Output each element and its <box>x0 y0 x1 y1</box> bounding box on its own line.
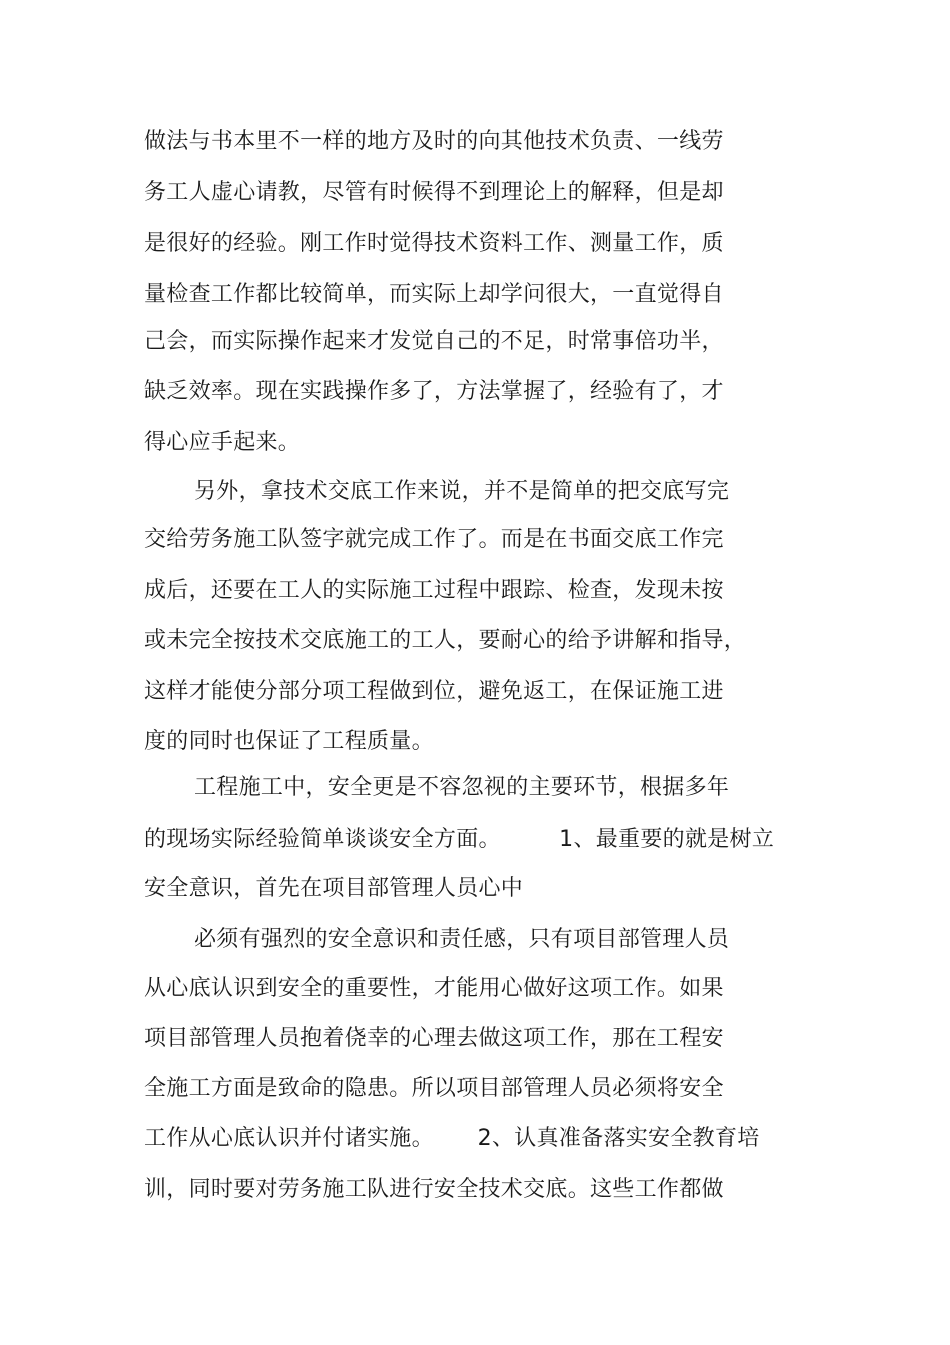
paragraph-first-line: 另外，拿技术交底工作来说，并不是简单的把交底写完 <box>194 479 730 504</box>
text-line: 从心底认识到安全的重要性，才能用心做好这项工作。如果 <box>144 976 724 1001</box>
text-line: 成后，还要在工人的实际施工过程中跟踪、检查，发现未按 <box>144 578 724 603</box>
text-line: 交给劳务施工队签字就完成工作了。而是在书面交底工作完 <box>144 527 724 552</box>
text-line: 安全意识，首先在项目部管理人员心中 <box>144 876 524 901</box>
text-line: 务工人虚心请教，尽管有时候得不到理论上的解释，但是却 <box>144 180 724 205</box>
paragraph-first-line: 必须有强烈的安全意识和责任感，只有项目部管理人员 <box>194 927 730 952</box>
text-line: 量检查工作都比较简单，而实际上却学问很大，一直觉得自 <box>144 282 724 307</box>
text-line: 得心应手起来。 <box>144 430 301 455</box>
text-line: 工作从心底认识并付诸实施。 2、认真准备落实安全教育培 <box>144 1126 760 1151</box>
text-line: 是很好的经验。刚工作时觉得技术资料工作、测量工作，质 <box>144 231 724 256</box>
text-line: 这样才能使分部分项工程做到位，避免返工，在保证施工进 <box>144 679 724 704</box>
text-line: 缺乏效率。现在实践操作多了，方法掌握了，经验有了，才 <box>144 379 724 404</box>
text-line: 做法与书本里不一样的地方及时的向其他技术负责、一线劳 <box>144 129 724 154</box>
text-line: 己会，而实际操作起来才发觉自己的不足，时常事倍功半， <box>144 329 724 354</box>
text-line: 全施工方面是致命的隐患。所以项目部管理人员必须将安全 <box>144 1076 724 1101</box>
text-line: 训，同时要对劳务施工队进行安全技术交底。这些工作都做 <box>144 1177 724 1202</box>
text-line: 的现场实际经验简单谈谈安全方面。 1、最重要的就是树立 <box>144 827 775 852</box>
paragraph-first-line: 工程施工中，安全更是不容忽视的主要环节，根据多年 <box>194 775 730 800</box>
text-line: 项目部管理人员抱着侥幸的心理去做这项工作，那在工程安 <box>144 1026 724 1051</box>
text-line: 度的同时也保证了工程质量。 <box>144 729 434 754</box>
text-line: 或未完全按技术交底施工的工人，要耐心的给予讲解和指导， <box>144 628 747 653</box>
